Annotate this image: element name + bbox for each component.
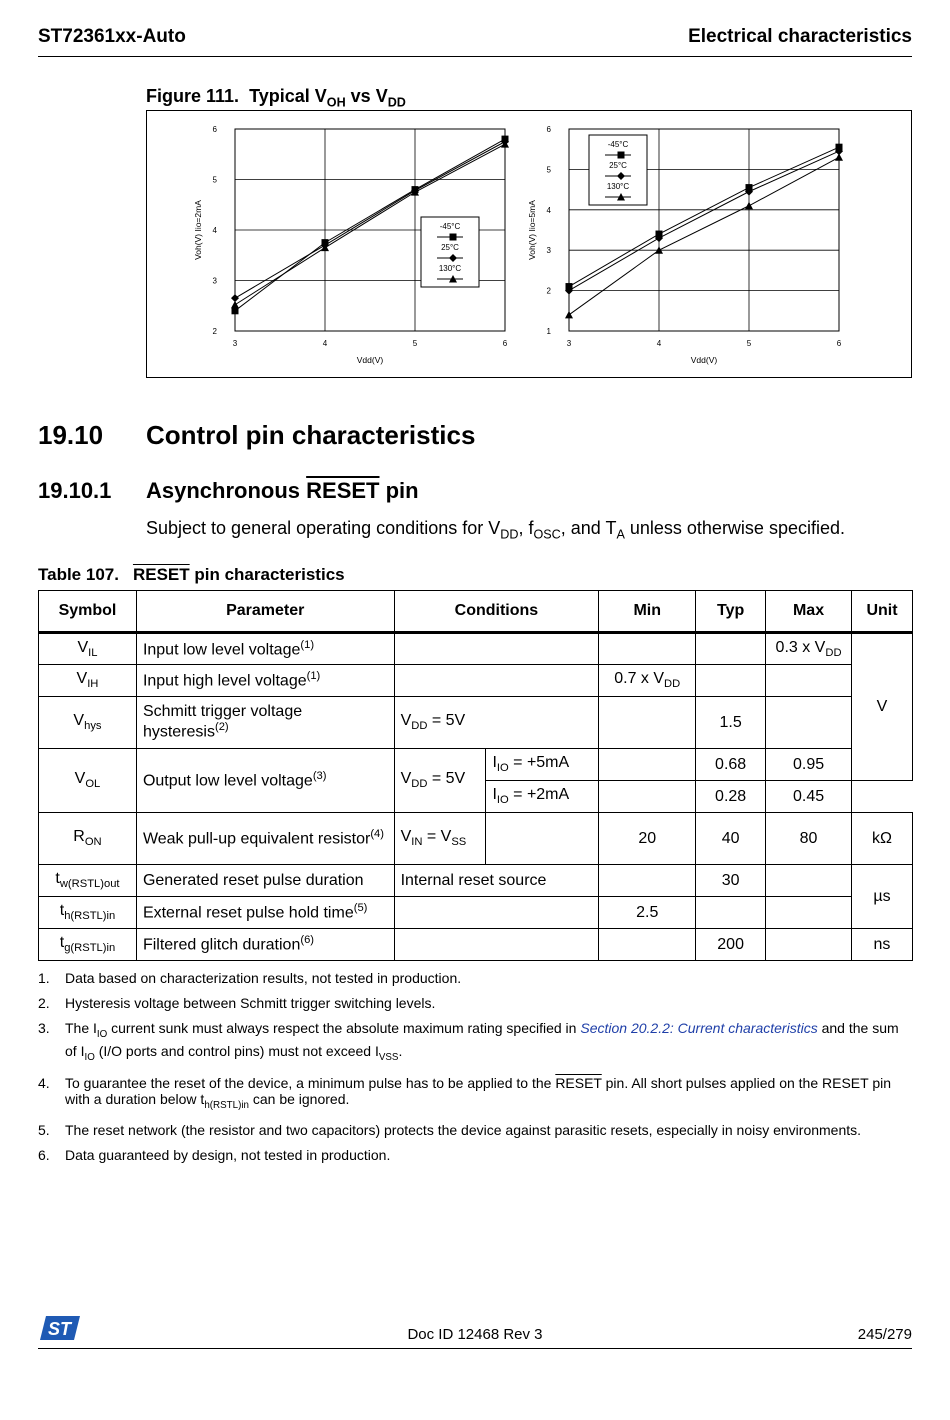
- legend-label: 130°C: [606, 182, 630, 191]
- table-row: $R_{ON}$ Weak pull-up equivalent resistor$^{(4)}$ $V_{IN} = V_{SS}$ 20 40 80 kΩ: [39, 813, 913, 865]
- unit-volts: V: [876, 698, 888, 715]
- y-tick-label: 3: [546, 246, 551, 256]
- y-tick-label: 2: [212, 327, 217, 336]
- note-2: 2. Hysteresis voltage between Schmitt trigger switching levels.: [38, 995, 436, 1011]
- table-caption: Table 107. RESET pin characteristics: [38, 565, 345, 584]
- x-tick-label: 4: [322, 339, 328, 348]
- unit-microseconds: µs: [873, 887, 891, 905]
- x-tick-label: 6: [502, 339, 508, 348]
- y-tick-label: 3: [212, 276, 217, 286]
- x-tick-label: 6: [836, 339, 842, 348]
- table-row: $V_{OL}$ Output low level voltage$^{(3)}$ $V_{DD} = 5V$ $I_{IO} = +5mA$ 0.68 0.95: [39, 749, 913, 781]
- table-row: $t_{h(RSTL)in}$ External reset pulse hold time$^{(5)}$ 2.5: [39, 897, 913, 929]
- doc-title: ST72361xx-Auto: [38, 26, 186, 47]
- data-point: [231, 301, 239, 309]
- y-tick-label: 2: [546, 286, 551, 296]
- legend-marker: [618, 152, 625, 159]
- legend-label: 25°C: [441, 243, 459, 252]
- table-row: $V_{IL}$ Input low level voltage$^{(1)}$ 0.3 x $V_{DD}$ V: [39, 633, 913, 665]
- y-tick-label: 4: [212, 226, 217, 235]
- legend-marker: [450, 234, 457, 241]
- data-point: [835, 153, 843, 161]
- y-tick-label: 1: [546, 327, 551, 336]
- y-tick-label: 4: [546, 205, 551, 215]
- legend: [589, 135, 647, 205]
- page-header: [38, 26, 912, 57]
- chart-1: [193, 125, 509, 365]
- doc-id: Doc ID 12468 Rev 3: [407, 1326, 543, 1343]
- x-axis-label: Vdd(V): [690, 355, 718, 365]
- table-row: $V_{hys}$ Schmitt trigger voltage hysteresis$^{(2)}$ $V_{DD} = 5V$ 1.5: [39, 697, 913, 749]
- reset-pin-table: [38, 590, 913, 961]
- section-title: Electrical characteristics: [688, 26, 912, 47]
- legend-label: -45°C: [439, 222, 461, 231]
- data-point: [745, 202, 753, 210]
- x-tick-label: 3: [566, 339, 572, 348]
- note-3: 3. The $I_{IO}$ current sunk must always respect the absolute maximum rating specified in Section 20.2.2: Current characteristics and the sum of $I_{IO}$ (I/O ports and control pins) must not exceed $I_{VSS}$.: [38, 1020, 899, 1063]
- note-1: 1. Data based on characterization results, not tested in production.: [38, 970, 462, 986]
- x-tick-label: 4: [656, 339, 662, 348]
- data-point: [565, 311, 573, 319]
- figure-box: [146, 110, 912, 378]
- table-header-row: Symbol Parameter Conditions Min Typ Max Unit: [39, 591, 913, 633]
- x-tick-label: 5: [746, 339, 752, 348]
- y-tick-label: 6: [212, 125, 217, 134]
- data-point: [232, 307, 239, 314]
- table-row: $t_{w(RSTL)out}$ Generated reset pulse duration Internal reset source 30 µs: [39, 865, 913, 897]
- table-notes: [38, 970, 908, 1172]
- section-link[interactable]: Section 20.2.2: Current characteristics: [580, 1020, 818, 1036]
- y-tick-label: 5: [212, 175, 217, 185]
- intro-text: Subject to general operating conditions for $V_{DD}$, $f_{OSC}$, and $T_A$ unless otherwise specified.: [146, 518, 845, 542]
- table-row: $V_{IH}$ Input high level voltage$^{(1)}$ 0.7 x $V_{DD}$: [39, 665, 913, 697]
- note-5: 5. The reset network (the resistor and two capacitors) protects the device against parasitic resets, especially in noisy environments.: [38, 1122, 862, 1139]
- page-footer: [38, 1319, 912, 1349]
- note-4: 4. To guarantee the reset of the device, a minimum pulse has to be applied to the RESET pin. All short pulses applied on the RESET pin with a duration below $t_{h(RSTL)in}$ can be ignored.: [38, 1074, 891, 1111]
- legend-label: -45°C: [607, 140, 629, 149]
- chart-2: [527, 125, 843, 365]
- legend: [421, 217, 479, 287]
- note-6: 6. Data guaranteed by design, not tested in production.: [38, 1147, 391, 1164]
- y-axis-label: Voh(V) Iio=2mA: [193, 200, 203, 260]
- table-row: $I_{IO} = +2mA$ 0.28 0.45: [39, 781, 913, 813]
- x-tick-label: 3: [232, 339, 238, 348]
- y-tick-label: 6: [546, 125, 551, 134]
- figure-caption: Figure 111. Typical $V_{OH}$ vs $V_{DD}$: [146, 86, 406, 110]
- table-row: $t_{g(RSTL)in}$ Filtered glitch duration$^{(6)}$ 200 ns: [39, 929, 913, 961]
- page-number: 245/279: [857, 1326, 912, 1343]
- y-tick-label: 5: [546, 165, 551, 175]
- svg-text:ST: ST: [48, 1319, 72, 1339]
- legend-label: 25°C: [609, 161, 627, 170]
- x-axis-label: Vdd(V): [356, 355, 384, 365]
- legend-label: 130°C: [438, 264, 462, 273]
- y-axis-label: Voh(V) Iio=5mA: [527, 200, 537, 260]
- voh-charts: [147, 111, 911, 377]
- x-tick-label: 5: [412, 339, 418, 348]
